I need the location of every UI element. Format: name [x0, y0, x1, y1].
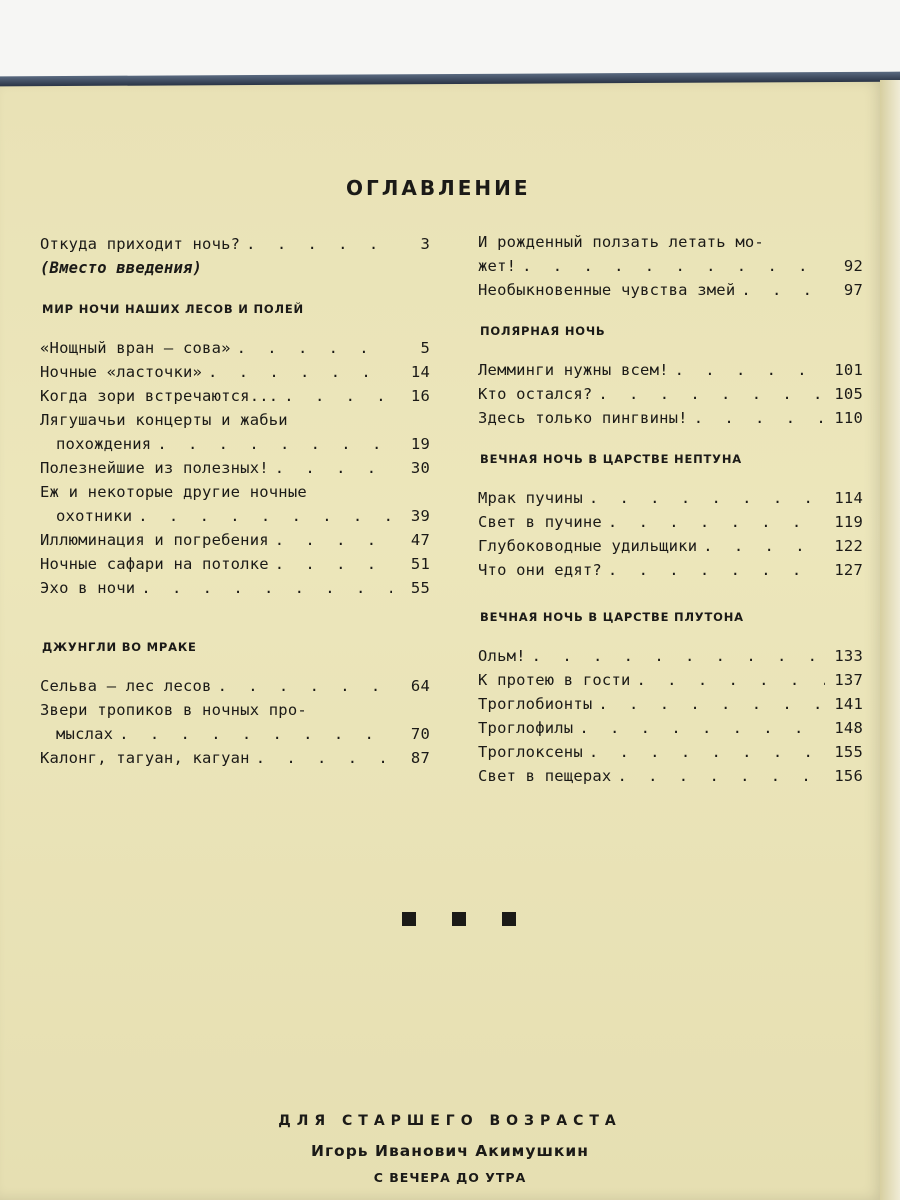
toc-right-column — [478, 230, 863, 788]
entry-title: Калонг, тагуан, кагуан — [40, 749, 250, 767]
toc-entry — [478, 534, 863, 558]
leader-dots — [598, 692, 825, 716]
leader-dots — [284, 384, 392, 408]
toc-left-column — [40, 232, 430, 770]
leader-dots — [637, 668, 825, 692]
entry-page: 47 — [410, 531, 430, 549]
toc-entry — [40, 480, 430, 528]
toc-entry — [40, 232, 430, 280]
entry-page: 64 — [410, 677, 430, 695]
toc-entry — [40, 408, 430, 456]
entry-title: Лемминги нужны всем! — [478, 361, 669, 379]
entry-title: «Нощный вран — сова» — [40, 339, 231, 357]
page-title: ОГЛАВЛЕНИЕ — [346, 176, 531, 200]
toc-entry — [478, 486, 863, 510]
leader-dots — [275, 552, 392, 576]
entry-title-cont: жет! — [478, 257, 517, 275]
leader-dots — [532, 644, 825, 668]
toc-entry — [478, 230, 863, 278]
section-heading: МИР НОЧИ НАШИХ ЛЕСОВ И ПОЛЕЙ — [42, 302, 304, 316]
leader-dots — [522, 254, 825, 278]
entry-title: Сельва — лес лесов — [40, 677, 212, 695]
leader-dots — [579, 716, 825, 740]
toc-entry — [40, 384, 430, 408]
entry-title: Что они едят? — [478, 561, 602, 579]
entry-title: Троглофилы — [478, 719, 574, 737]
entry-page: 156 — [834, 767, 863, 785]
entry-page: 19 — [410, 435, 430, 453]
entry-title: Когда зори встречаются... — [40, 387, 279, 405]
toc-entry — [40, 336, 430, 360]
background — [0, 0, 900, 80]
toc-entry — [40, 528, 430, 552]
entry-title: Свет в пучине — [478, 513, 602, 531]
audience-label: ДЛЯ СТАРШЕГО ВОЗРАСТА — [278, 1113, 622, 1129]
entry-title: К протею в гости — [478, 671, 631, 689]
leader-dots — [675, 358, 825, 382]
entry-page: 122 — [834, 537, 863, 555]
toc-entry — [40, 698, 430, 746]
toc-entry — [478, 668, 863, 692]
toc-entry — [40, 674, 430, 698]
entry-title: Звери тропиков в ночных про- — [40, 701, 307, 719]
entry-title-cont: охотники — [56, 507, 133, 525]
toc-entry — [40, 360, 430, 384]
leader-dots — [703, 534, 825, 558]
entry-page: 51 — [410, 555, 430, 573]
toc-entry — [40, 552, 430, 576]
entry-title: Троглобионты — [478, 695, 593, 713]
leader-dots — [275, 456, 392, 480]
square-ornament — [452, 912, 466, 926]
leader-dots — [741, 278, 825, 302]
entry-title: Лягушачьи концерты и жабьи — [40, 411, 288, 429]
toc-entry — [478, 510, 863, 534]
leader-dots — [237, 336, 392, 360]
section-heading: ДЖУНГЛИ ВО МРАКЕ — [42, 640, 197, 654]
entry-title: Необыкновенные чувства змей — [478, 281, 736, 299]
entry-title: Ольм! — [478, 647, 526, 665]
leader-dots — [589, 486, 825, 510]
toc-entry — [478, 716, 863, 740]
leader-dots — [608, 510, 825, 534]
toc-entry — [478, 406, 863, 430]
entry-page: 92 — [843, 257, 863, 275]
entry-page: 105 — [834, 385, 863, 403]
leader-dots — [608, 558, 825, 582]
entry-title: Иллюминация и погребения — [40, 531, 269, 549]
leader-dots — [141, 576, 392, 600]
toc-entry — [40, 456, 430, 480]
entry-page: 119 — [834, 513, 863, 531]
entry-title: Ночные сафари на потолке — [40, 555, 269, 573]
book-title: С ВЕЧЕРА ДО УТРА — [373, 1170, 527, 1185]
entry-title: Полезнейшие из полезных! — [40, 459, 269, 477]
entry-title: Здесь только пингвины! — [478, 409, 688, 427]
entry-title: Ночные «ласточки» — [40, 363, 203, 381]
entry-page: 127 — [834, 561, 863, 579]
entry-title: Кто остался? — [478, 385, 593, 403]
entry-page: 30 — [410, 459, 430, 477]
entry-page: 14 — [410, 363, 430, 381]
leader-dots — [157, 432, 392, 456]
entry-page: 141 — [834, 695, 863, 713]
leader-dots — [694, 406, 825, 430]
entry-page: 39 — [410, 507, 430, 525]
square-ornament — [502, 912, 516, 926]
entry-page: 3 — [420, 235, 430, 253]
toc-entry — [40, 746, 430, 770]
entry-page: 101 — [834, 361, 863, 379]
toc-entry — [478, 358, 863, 382]
toc-entry — [40, 576, 430, 600]
entry-title: Глубоководные удильщики — [478, 537, 698, 555]
toc-entry — [478, 278, 863, 302]
entry-title-cont: похождения — [56, 435, 152, 453]
leader-dots — [218, 674, 392, 698]
entry-page: 87 — [410, 749, 430, 767]
entry-page: 55 — [410, 579, 430, 597]
entry-title: Троглоксены — [478, 743, 583, 761]
leader-dots — [256, 746, 392, 770]
entry-page: 137 — [834, 671, 863, 689]
entry-page: 148 — [834, 719, 863, 737]
entry-page: 133 — [834, 647, 863, 665]
toc-entry — [478, 692, 863, 716]
leader-dots — [246, 232, 392, 256]
entry-page: 16 — [410, 387, 430, 405]
section-heading: ПОЛЯРНАЯ НОЧЬ — [480, 324, 606, 338]
toc-entry — [478, 382, 863, 406]
entry-title: Свет в пещерах — [478, 767, 612, 785]
section-heading: ВЕЧНАЯ НОЧЬ В ЦАРСТВЕ НЕПТУНА — [480, 452, 742, 466]
entry-title: Мрак пучины — [478, 489, 583, 507]
entry-note: (Вместо введения) — [40, 259, 203, 277]
toc-entry — [478, 740, 863, 764]
leader-dots — [598, 382, 825, 406]
square-ornament — [402, 912, 416, 926]
toc-entry — [478, 558, 863, 582]
entry-page: 5 — [420, 339, 430, 357]
leader-dots — [275, 528, 392, 552]
entry-page: 114 — [834, 489, 863, 507]
ornament — [402, 912, 516, 926]
entry-page: 155 — [834, 743, 863, 761]
page-edge — [880, 80, 900, 1200]
section-heading: ВЕЧНАЯ НОЧЬ В ЦАРСТВЕ ПЛУТОНА — [480, 610, 744, 624]
entry-page: 70 — [410, 725, 430, 743]
leader-dots — [119, 722, 392, 746]
leader-dots — [617, 764, 825, 788]
entry-title: Откуда приходит ночь? — [40, 235, 241, 253]
author-name: Игорь Иванович Акимушкин — [310, 1142, 590, 1160]
toc-entry — [478, 644, 863, 668]
entry-page: 97 — [843, 281, 863, 299]
entry-title: И рожденный ползать летать мо- — [478, 233, 764, 251]
entry-page: 110 — [834, 409, 863, 427]
entry-title-cont: мыслах — [56, 725, 114, 743]
leader-dots — [138, 504, 392, 528]
leader-dots — [208, 360, 392, 384]
entry-title: Еж и некоторые другие ночные — [40, 483, 307, 501]
entry-title: Эхо в ночи — [40, 579, 136, 597]
toc-entry — [478, 764, 863, 788]
leader-dots — [589, 740, 825, 764]
